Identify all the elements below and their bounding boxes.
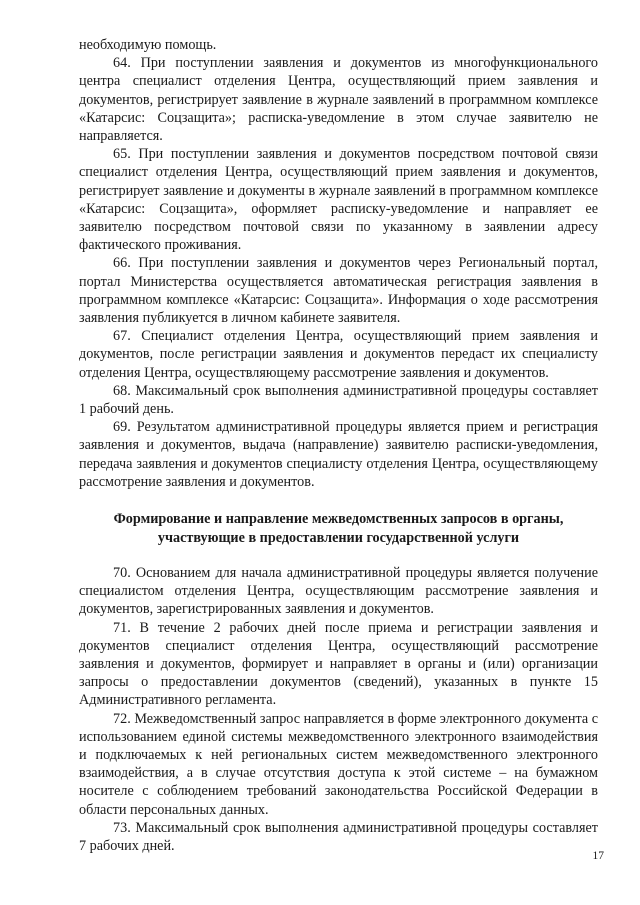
bottom-section [79,564,598,855]
paragraph-69: 69. Результатом административной процедуры является прием и регистрация заявления и документов, выдача (направление) заявителю расписки-уведомления, передача заявления и документов специалисту отделения Центра, осуществляющему рассмотрение заявления и документов. [79,419,598,490]
paragraph-73: 73. Максимальный срок выполнения административной процедуры составляет 7 рабочих дней. [79,819,598,855]
paragraph-continued: необходимую помощь. [79,37,217,53]
paragraph-72: 72. Межведомственный запрос направляется в форме электронного документа с использованием единой системы межведомственного электронного взаимодействия и подключаемых к ней региональных систем межведомственного электронного взаимодействия, а в случае отсутствия доступа к этой системе – на бумажном носителе с соблюдением требований законодательства Российской Федерации в области персональных данных. [79,710,598,818]
paragraph-64: 64. При поступлении заявления и документов из многофункционального центра специалист отделения Центра, осуществляющий прием заявления и документов, регистрирует заявление в журнале заявлений в программном комплексе «Катарсис: Соцзащита»; расписка-уведомление в этом случае заявителю не направляется. [79,55,598,145]
paragraph-71: 71. В течение 2 рабочих дней после приема и регистрации заявления и документов специалист отделения Центра, осуществляющий рассмотрение заявления и документов, формирует и направляет в органы и (или) организации запросы о предоставлении документов (сведений), указанных в пункте 15 Административного регламента. [79,619,598,709]
paragraph-67: 67. Специалист отделения Центра, осуществляющий прием заявления и документов, после регистрации заявления и документов передаст их специалисту отделения Центра, осуществляющему рассмотрение заявления и документов. [79,328,598,381]
section-heading: Формирование и направление межведомственных запросов в органы, участвующие в предоставлении государственной услуги [113,511,564,546]
paragraph-70: 70. Основанием для начала административной процедуры является получение специалистом отделения Центра, осуществляющим рассмотрение заявления и документов, зарегистрированных заявления и документов. [79,565,598,618]
page-number: 17 [592,850,604,862]
top-section [79,36,598,491]
paragraph-66: 66. При поступлении заявления и документов через Региональный портал, портал Министерства осуществляется автоматическая регистрация заявления в программном комплексе «Катарсис: Соцзащита». Информация о ходе рассмотрения заявления публикуется в личном кабинете заявителя. [79,255,598,327]
paragraph-65: 65. При поступлении заявления и документов посредством почтовой связи специалист отделения Центра, осуществляющий прием заявления и документов, регистрирует заявление и документы в журнале заявлений в программном комплексе «Катарсис: Соцзащита», оформляет расписку-уведомление и направляет ее заявителю посредством почтовой связи по указанному в заявлении адресу фактического проживания. [79,146,598,254]
paragraph-68: 68. Максимальный срок выполнения административной процедуры составляет 1 рабочий день. [79,382,598,418]
